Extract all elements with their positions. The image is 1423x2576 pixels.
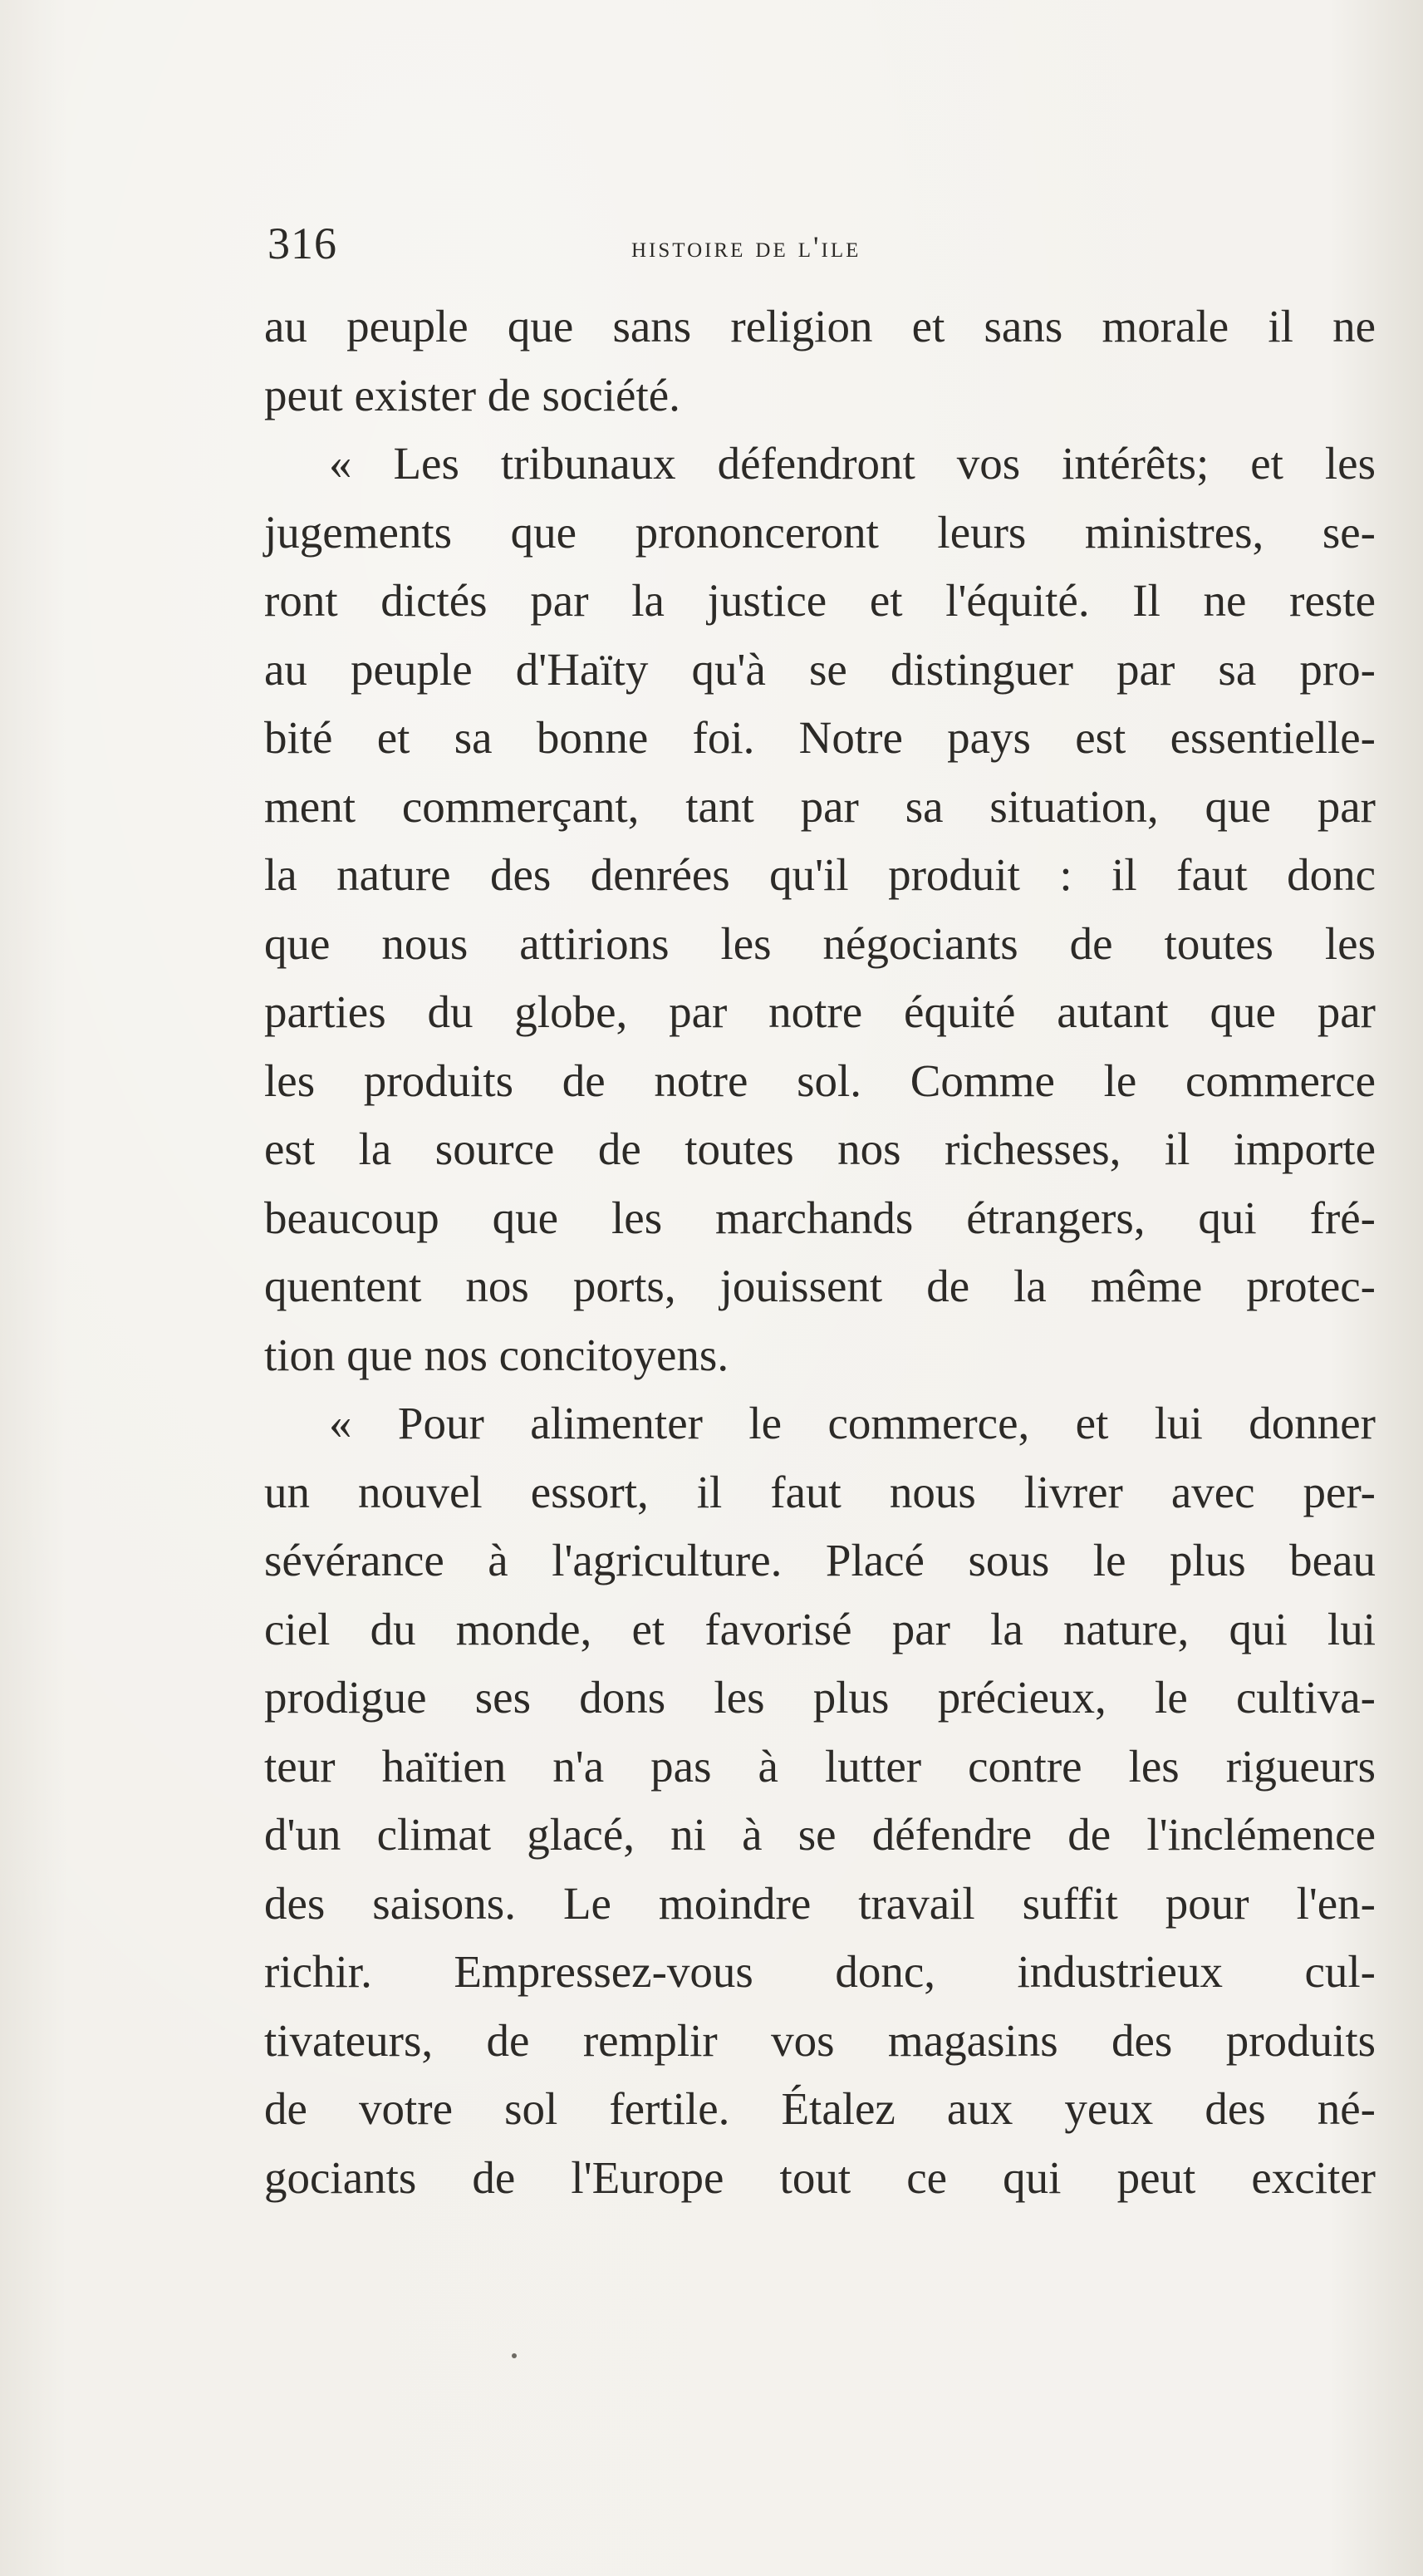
text-line: tion que nos concitoyens.: [264, 1329, 729, 1380]
text-line: la nature des denrées qu'il produit : il faut donc: [264, 849, 1376, 900]
text-line: au peuple que sans religion et sans morale il ne: [264, 301, 1376, 351]
running-head: [267, 218, 1032, 268]
text-line: bité et sa bonne foi. Notre pays est essentielle-: [264, 712, 1376, 763]
text-line: jugements que prononceront leurs ministres, se-: [264, 506, 1376, 558]
paper-speck: [512, 2353, 517, 2358]
text-line: est la source de toutes nos richesses, il importe: [264, 1123, 1376, 1174]
text-line: « Pour alimenter le commerce, et lui donner: [329, 1398, 1376, 1448]
body-text: [264, 293, 1376, 2212]
text-line: de votre sol fertile. Étalez aux yeux des né-: [264, 2083, 1376, 2134]
text-line: quentent nos ports, jouissent de la même protec-: [264, 1261, 1376, 1311]
text-line: tivateurs, de remplir vos magasins des produits: [264, 2014, 1376, 2066]
text-line: ment commerçant, tant par sa situation, que par: [264, 780, 1376, 832]
text-line: parties du globe, par notre équité autant que par: [264, 986, 1376, 1037]
text-line: ciel du monde, et favorisé par la nature, qui lui: [264, 1603, 1376, 1654]
text-line: que nous attirions les négociants de toutes les: [264, 917, 1376, 969]
text-line: teur haïtien n'a pas à lutter contre les rigueurs: [264, 1740, 1376, 1792]
running-head-title: histoire de l'ile: [631, 230, 861, 263]
text-line: les produits de notre sol. Comme le commerce: [264, 1054, 1376, 1106]
text-line: prodigue ses dons les plus précieux, le cultiva-: [264, 1672, 1376, 1723]
text-line: au peuple d'Haïty qu'à se distinguer par sa pro-: [264, 643, 1376, 695]
text-line: gociants de l'Europe tout ce qui peut exciter: [264, 2151, 1376, 2203]
text-line: ront dictés par la justice et l'équité. Il ne reste: [264, 575, 1376, 626]
text-line: d'un climat glacé, ni à se défendre de l'inclémence: [264, 1809, 1376, 1860]
text-line: « Les tribunaux défendront vos intérêts; et les: [329, 438, 1376, 489]
page-number: 316: [267, 219, 337, 268]
text-line: sévérance à l'agriculture. Placé sous le plus beau: [264, 1535, 1376, 1585]
text-line: beaucoup que les marchands étrangers, qui fré-: [264, 1192, 1376, 1243]
text-line: peut exister de société.: [264, 369, 680, 420]
text-line: des saisons. Le moindre travail suffit pour l'en-: [264, 1877, 1376, 1929]
text-line: richir. Empressez-vous donc, industrieux cul-: [264, 1946, 1376, 1997]
text-line: un nouvel essort, il faut nous livrer avec per-: [264, 1466, 1376, 1517]
